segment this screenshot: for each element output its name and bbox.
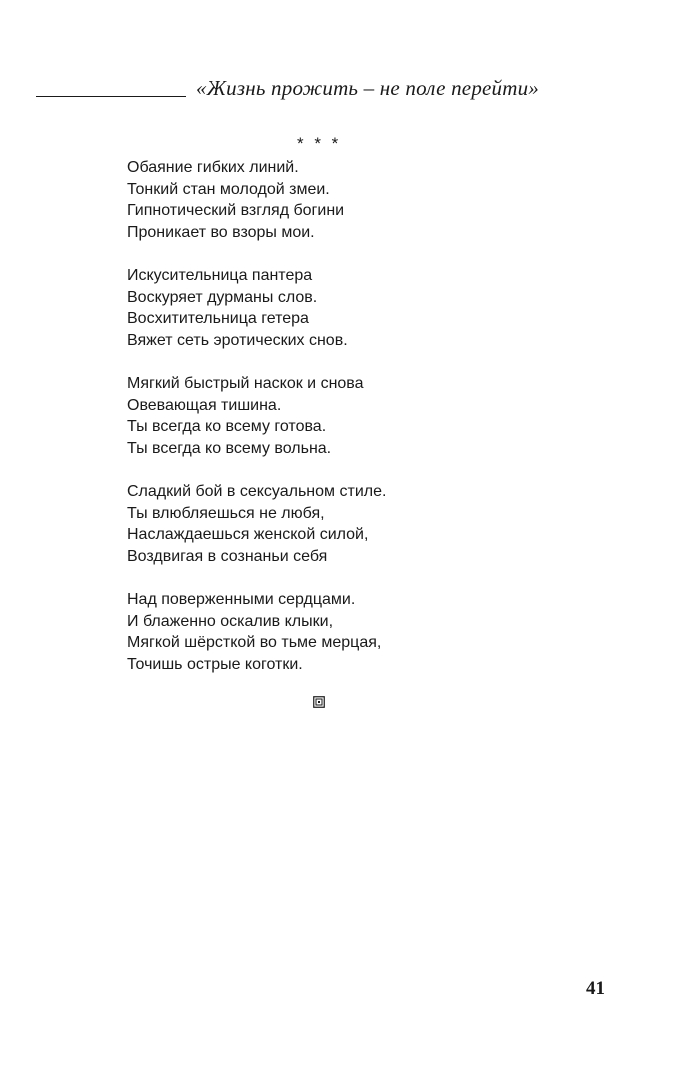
poem-line: Воздвигая в сознаньи себя (127, 547, 328, 565)
poem-line: Точишь острые коготки. (127, 655, 303, 673)
stanza (127, 589, 547, 675)
poem-line: Сладкий бой в сексуальном стиле. (127, 483, 387, 500)
poem-separator: * * * (297, 134, 342, 153)
stanza (127, 157, 547, 243)
stanza (127, 373, 547, 459)
poem-line: Гипнотический взгляд богини (127, 202, 345, 219)
poem-line: Обаяние гибких линий. (127, 159, 299, 176)
header-rule (36, 96, 186, 97)
poem-line: И блаженно оскалив клыки, (127, 612, 334, 630)
poem-line: Вяжет сеть эротических снов. (127, 331, 348, 349)
page-number: 41 (586, 978, 605, 999)
poem-line: Тонкий стан молодой змеи. (127, 180, 330, 198)
poem-line: Проникает во взоры мои. (127, 223, 315, 241)
poem-line: Ты всегда ко всему готова. (127, 418, 327, 435)
poem-line: Мягкий быстрый наскок и снова (127, 375, 364, 392)
stanza (127, 265, 547, 351)
end-of-poem-square-icon-glyph (313, 696, 325, 708)
poem-line: Ты всегда ко всему вольна. (127, 439, 332, 457)
poem-line: Над поверженными сердцами. (127, 591, 356, 608)
poem-line: Искусительница пантера (127, 267, 313, 284)
running-title: «Жизнь прожить – не поле перейти» (196, 76, 540, 100)
poem-body (127, 157, 547, 697)
poem-line: Овевающая тишина. (127, 396, 282, 414)
poem-line: Восхитительница гетера (127, 310, 309, 327)
poem-line: Наслаждаешься женской силой, (127, 526, 369, 543)
poem-line: Ты влюбляешься не любя, (127, 504, 325, 522)
poem-line: Мягкой шёрсткой во тьме мерцая, (127, 634, 382, 651)
poem-line: Воскуряет дурманы слов. (127, 288, 318, 306)
end-of-poem-square-icon (313, 695, 325, 707)
running-header (36, 76, 616, 106)
stanza (127, 481, 547, 567)
